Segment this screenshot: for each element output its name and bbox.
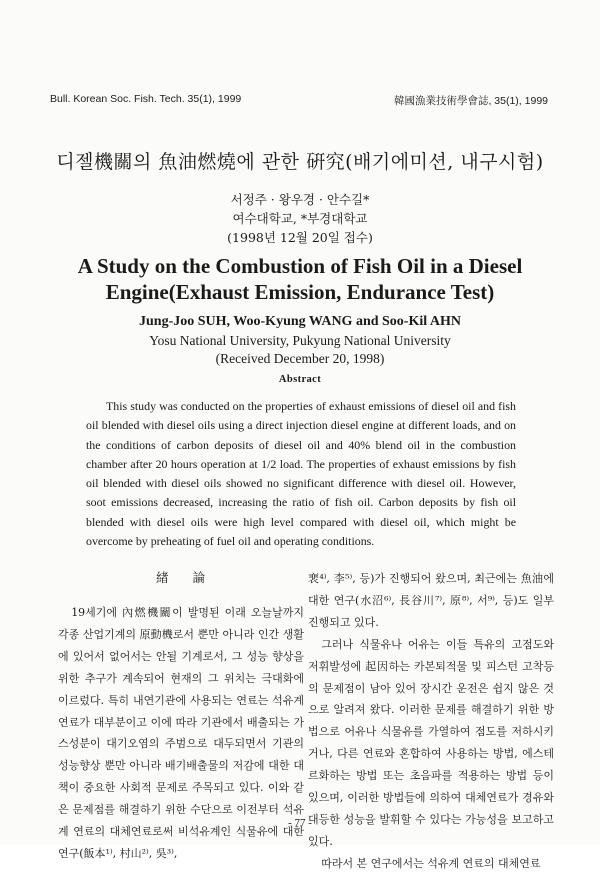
body-paragraph: 19세기에 內燃機關이 발명된 이래 오늘날까지 각종 산업기계의 原動機로서 뿐만 아니라 인간 생활에 있어서 없어서는 안될 기계로서, 그 성능 향상을 위한 추구가 계속되어 현재의 그 위치는 극대화에 이르렀다. 특히 내연기관에 사용되는 연료는 석유계 연료가 대부분이고 이에 따라 기관에서 배출되는 가스성분이 대기오염의 주범으로 대두되면서 기관의 성능향상 뿐만 아니라 배기배출물의 저감에 대한 대책이 중요한 사회적 문제로 주목되고 있다. 이와 같은 문제점를 해결하기 위한 수단으로 이전부터 석유계 연료의 대체연료로써 비석유계인 식물유에 대한 연구(飯本¹⁾, 村山²⁾, 吳³⁾, bbox=[58, 606, 304, 860]
journal-header-left: Bull. Korean Soc. Fish. Tech. 35(1), 1999 bbox=[50, 93, 242, 105]
english-title-line2: Engine(Exhaust Emission, Endurance Test) bbox=[105, 280, 495, 304]
english-authors: Jung-Joo SUH, Woo-Kyung WANG and Soo-Kil AHN bbox=[139, 314, 461, 329]
abstract-heading: Abstract bbox=[278, 374, 322, 385]
korean-affiliation: 여수대학교, *부경대학교 bbox=[232, 211, 368, 226]
body-paragraph: 그러나 식물유나 어유는 이들 특유의 고점도와 저휘발성에 起因하는 카본퇴적물 및 피스턴 고착등의 문제점이 남아 있어 장시간 운전은 쉽지 않은 것으로 알려져 왔다. 이러한 문제를 해결하기 위한 방법으로 어유나 식물유를 가열하여 점도를 저하시키거나, 다른 연료와 혼합하여 사용하는 방법, 에스테르화하는 방법 또는 초음파를 적용하는 방법 등이 있으며, 이러한 방법들에 의하여 대체연료가 경유와 대등한 성능을 발휘할 수 있다는 가능성을 보고하고 있다. bbox=[308, 637, 554, 848]
abstract-body bbox=[86, 397, 516, 551]
abstract-text: This study was conducted on the properties of exhaust emissions of diesel oil and fish oil blended with diesel oils using a direct injection diesel engine at different loads, and on the conditions of carbon deposits of diesel oil and 40% blend oil in the combustion chamber after 20 hours operation at 1/2 load. The properties of exhaust emissions by fish oil blended with diesel oils showed no significant difference with diesel oil. However, soot emissions decreased, increasing the ratio of fish oil. Carbon deposits by fish oil blended with diesel oils were high level compared with diesel oil, which might be overcome by preheating of fuel oil and operating conditions. bbox=[86, 399, 516, 549]
english-title-line1: A Study on the Combustion of Fish Oil in a Diesel bbox=[77, 254, 523, 278]
english-affiliation: Yosu National University, Pukyung National University bbox=[149, 333, 451, 348]
journal-header-right: 韓國漁業技術學會誌, 35(1), 1999 bbox=[393, 95, 548, 107]
korean-title: 디젤機關의 魚油燃燒에 관한 硏究(배기에미션, 내구시험) bbox=[56, 151, 544, 173]
english-received-date: (Received December 20, 1998) bbox=[215, 351, 385, 366]
section-title-introduction: 緖 論 bbox=[156, 570, 206, 585]
korean-received-date: (1998년 12월 20일 접수) bbox=[227, 230, 373, 245]
body-paragraph: 裵⁴⁾, 李⁵⁾, 등)가 진행되어 왔으며, 최근에는 魚油에 대한 연구(水沼⁶⁾, 長谷川⁷⁾, 原⁸⁾, 서⁹⁾, 등)도 일부 진행되고 있다. bbox=[308, 572, 554, 629]
korean-authors: 서정주 · 왕우경 · 안수길* bbox=[230, 192, 370, 207]
body-paragraph: 따라서 본 연구에서는 석유계 연료의 대체연료 bbox=[321, 856, 541, 870]
page-number: - 77 - bbox=[288, 817, 312, 829]
